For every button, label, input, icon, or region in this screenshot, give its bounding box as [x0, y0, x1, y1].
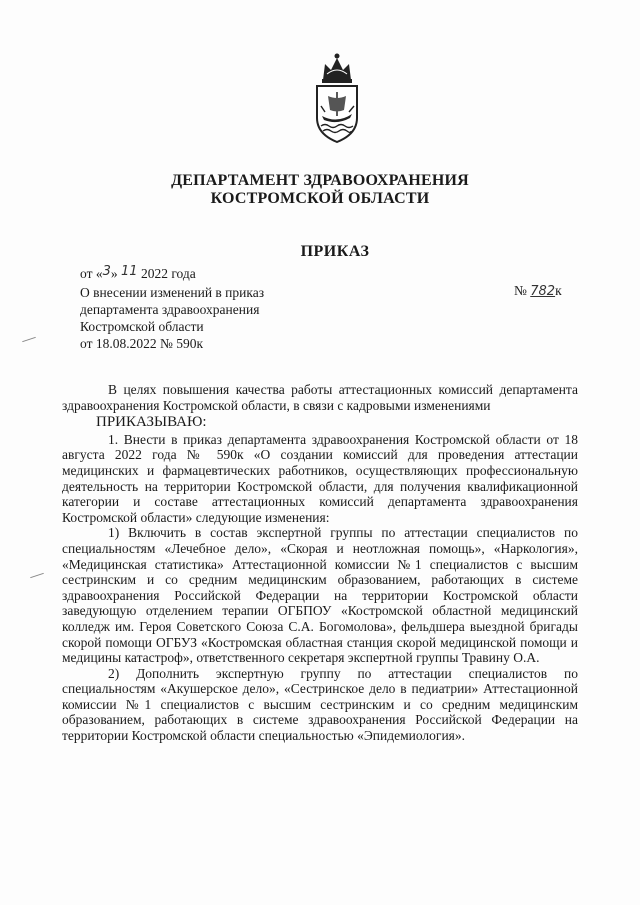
subject-line: от 18.08.2022 № 590к [80, 336, 204, 351]
margin-mark [22, 337, 36, 342]
paragraph-1: 1. Внести в приказ департамента здравоохранения Костромской области от 18 августа 2022 года № 590к «О создании комиссий для проведения аттестации медицинских и фармацевтических работников, осуществляющих профессиональную деятельность на территории Костромской области, для получения квалификационной категории и составе аттестационных комиссий департамента здравоохранения Костромской области» следующие изменения: [62, 431, 578, 525]
subject-line: Костромской области [80, 319, 204, 334]
date-month: 11 [121, 264, 138, 279]
department-name [0, 172, 640, 208]
number-suffix: к [555, 283, 562, 298]
margin-mark [30, 573, 44, 578]
coat-of-arms-icon [311, 52, 363, 144]
order-number [514, 283, 562, 299]
subject-line: департамента здравоохранения [80, 302, 260, 317]
department-line-1: ДЕПАРТАМЕНТ ЗДРАВООХРАНЕНИЯ [171, 172, 469, 189]
order-date [80, 266, 196, 282]
order-subject [80, 284, 264, 352]
department-line-2: КОСТРОМСКОЙ ОБЛАСТИ [210, 190, 430, 207]
date-day: 3 [102, 264, 111, 279]
intro-paragraph: В целях повышения качества работы аттестационных комиссий департамента здравоохранения Костромской области, в связи с кадровыми изменениями [62, 382, 578, 413]
date-prefix: от « [80, 266, 103, 281]
prikazyvayu-heading: ПРИКАЗЫВАЮ: [96, 414, 207, 431]
date-year: 2022 года [137, 266, 196, 281]
order-title: ПРИКАЗ [300, 243, 370, 260]
order-body [62, 382, 578, 744]
number-prefix: № [514, 283, 531, 298]
subject-line: О внесении изменений в приказ [80, 285, 265, 300]
paragraph-1-2: 2) Дополнить экспертную группу по аттестации специалистов по специальностям «Акушерское дело», «Сестринское дело в педиатрии» Аттестационной комиссии №1 специалистов с высшим сестринским и со средним медицинским образованием, работающих в системе здравоохранения Российской Федерации на территории Костромской области специальностью «Эпидемиология». [62, 665, 578, 744]
date-mid: » [110, 266, 122, 281]
number-value: 782 [530, 284, 556, 299]
paragraph-1-1: 1) Включить в состав экспертной группы по аттестации специалистов по специальностям «Лечебное дело», «Скорая и неотложная помощь», «Наркология», «Медицинская статистика» Аттестационной комиссии №1 специалистов с высшим сестринским и со средним медицинским образованием, работающих в системе здравоохранения Российской Федерации на территории Костромской области заведующую отделением терапии ОГБПОУ «Костромской областной медицинский колледж им. Героя Советского Союза С.А. Богомолова», фельдшера выездной бригады скорой помощи ОГБУЗ «Костромская областная станция скорой медицинской помощи и медицины катастроф», ответственного секретаря экспертной группы Травину О.А. [62, 525, 578, 666]
